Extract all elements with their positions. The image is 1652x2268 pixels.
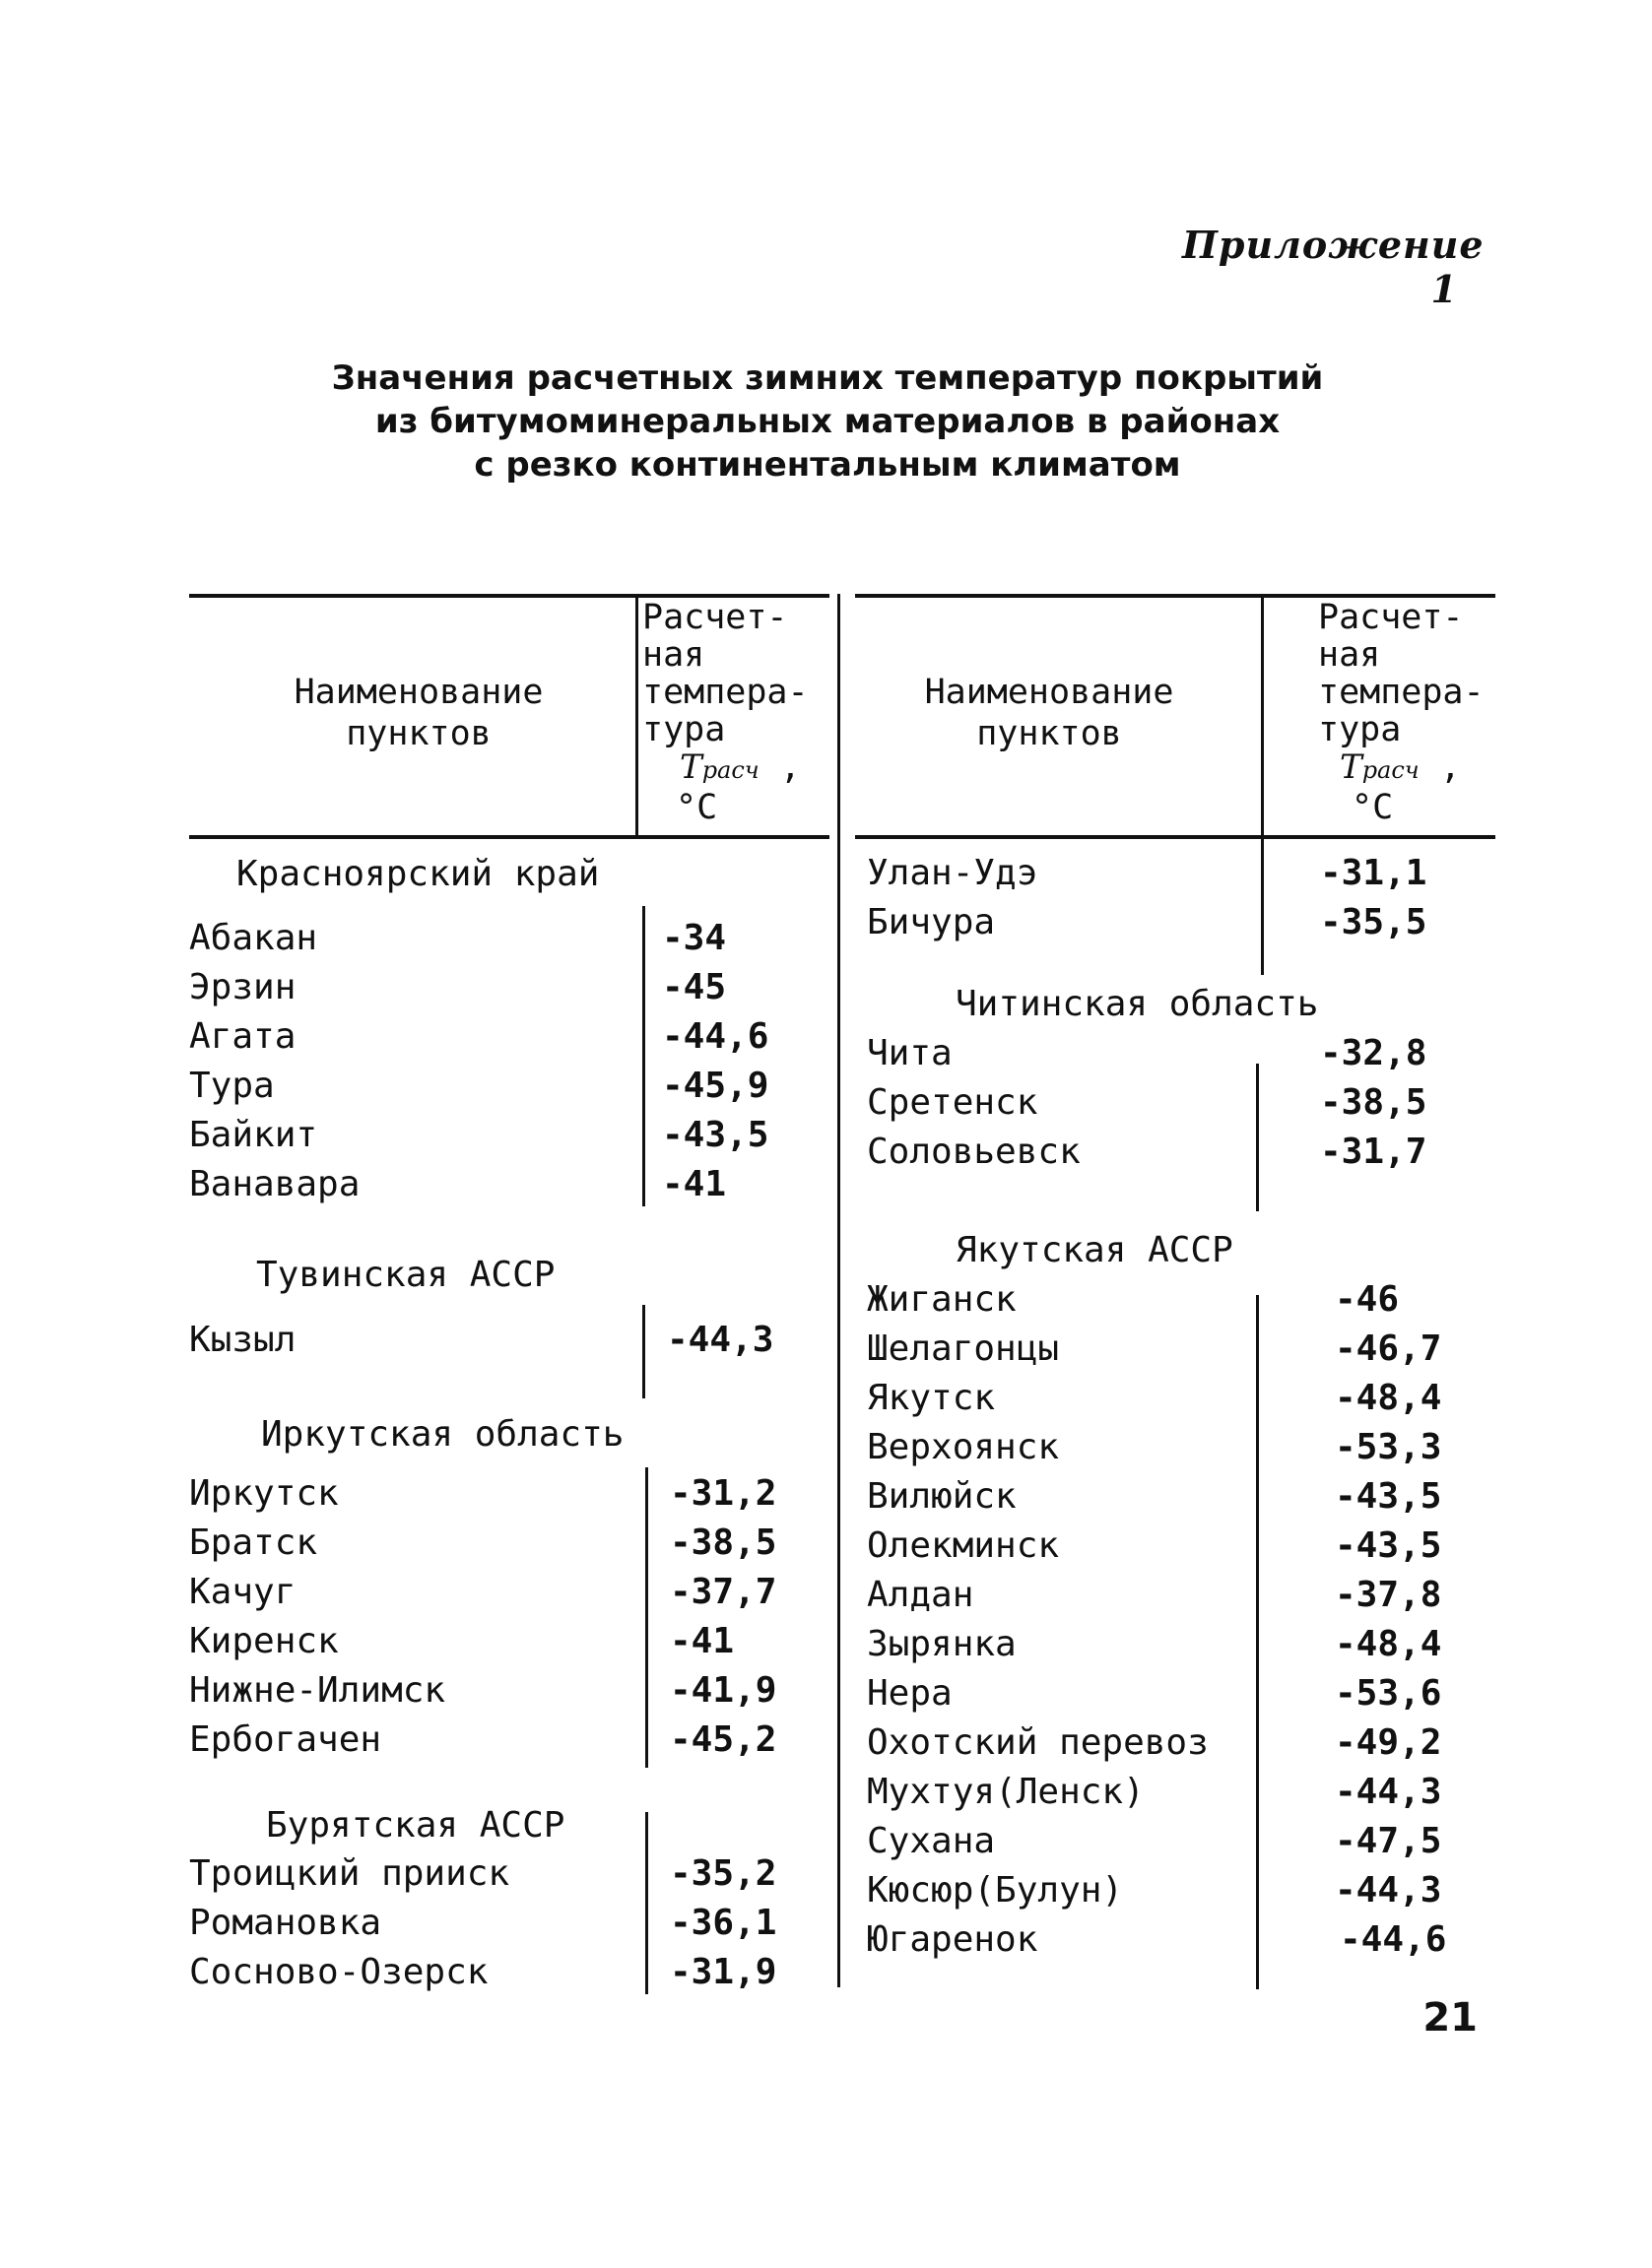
title-line-3: с резко континентальным климатом [474,445,1181,485]
region-heading: Бурятская АССР [266,1805,565,1846]
table-row: Зырянка -48,4 [867,1624,1442,1664]
document-title [276,356,1379,486]
title-line-2: из битумоминеральных материалов в районах [374,402,1281,441]
left-header-name: Наименование пунктов [294,673,544,753]
t-symbol: T [1340,747,1362,787]
table-row: Соловьевск -31,7 [867,1132,1427,1172]
table-row: Ванавара -41 [189,1164,727,1204]
table-row: Качуг -37,7 [189,1572,777,1612]
table-row: Иркутск -31,2 [189,1473,777,1514]
table-row: Братск -38,5 [189,1523,777,1563]
region-heading: Иркутская область [261,1414,625,1455]
table-row: Сосново-Озерск -31,9 [189,1952,777,1992]
table-row: Вилюйск -43,5 [867,1476,1442,1517]
appendix-label: Приложение 1 [1182,223,1485,311]
table-row: Сретенск -38,5 [867,1082,1427,1123]
region-heading: Якутская АССР [956,1230,1233,1270]
table-row: Алдан -37,8 [867,1575,1442,1615]
table-row: Бичура -35,5 [867,902,1427,942]
table-row: Югаренок -44,6 [867,1919,1447,1960]
left-header-value: Расчет- ная темпера- тура Tрасч , °C [642,598,809,827]
table-row: Чита -32,8 [867,1033,1427,1073]
left-value-divider-header [635,594,638,838]
table-row: Охотский перевоз -49,2 [867,1722,1442,1763]
table-row: Улан-Удэ -31,1 [867,853,1427,893]
table-row: Нижне-Илимск -41,9 [189,1670,777,1711]
table-row: Якутск -48,4 [867,1378,1442,1418]
region-heading: Читинская область [956,984,1319,1024]
table-row: Нера -53,6 [867,1673,1442,1714]
region-heading: Тувинская АССР [256,1255,556,1295]
table-row: Эрзин -45 [189,967,727,1007]
right-header-value: Расчет- ная темпера- тура Tрасч , °C [1318,598,1485,827]
table-row: Троицкий прииск -35,2 [189,1853,777,1894]
table-row: Романовка -36,1 [189,1903,777,1943]
table-row: Кюсюр(Булун) -44,3 [867,1870,1442,1911]
table-row: Олекминск -43,5 [867,1525,1442,1566]
table-row: Сухана -47,5 [867,1821,1442,1861]
table-row: Шелагонцы -46,7 [867,1328,1442,1369]
table-row: Агата -44,6 [189,1016,769,1057]
table-row: Верхоянск -53,3 [867,1427,1442,1467]
table-row: Мухтуя(Ленск) -44,3 [867,1772,1442,1812]
table-row: Киренск -41 [189,1621,735,1661]
table-row: Жиганск -46 [867,1279,1400,1320]
table-row: Байкит -43,5 [189,1115,769,1155]
title-line-1: Значения расчетных зимних температур покрытий [331,358,1324,398]
header-bottom-rule-left [189,835,829,839]
center-divider [837,594,840,1987]
table-row: Кызыл -44,3 [189,1320,774,1360]
header-bottom-rule-right [855,835,1495,839]
table-row: Тура -45,9 [189,1066,769,1106]
right-header-name: Наименование пунктов [924,673,1174,753]
page-number: 21 [1422,1995,1478,2041]
region-heading: Красноярский край [236,854,600,894]
t-symbol: T [680,747,702,787]
table-row: Абакан -34 [189,918,727,958]
table-row: Ербогачен -45,2 [189,1719,777,1760]
